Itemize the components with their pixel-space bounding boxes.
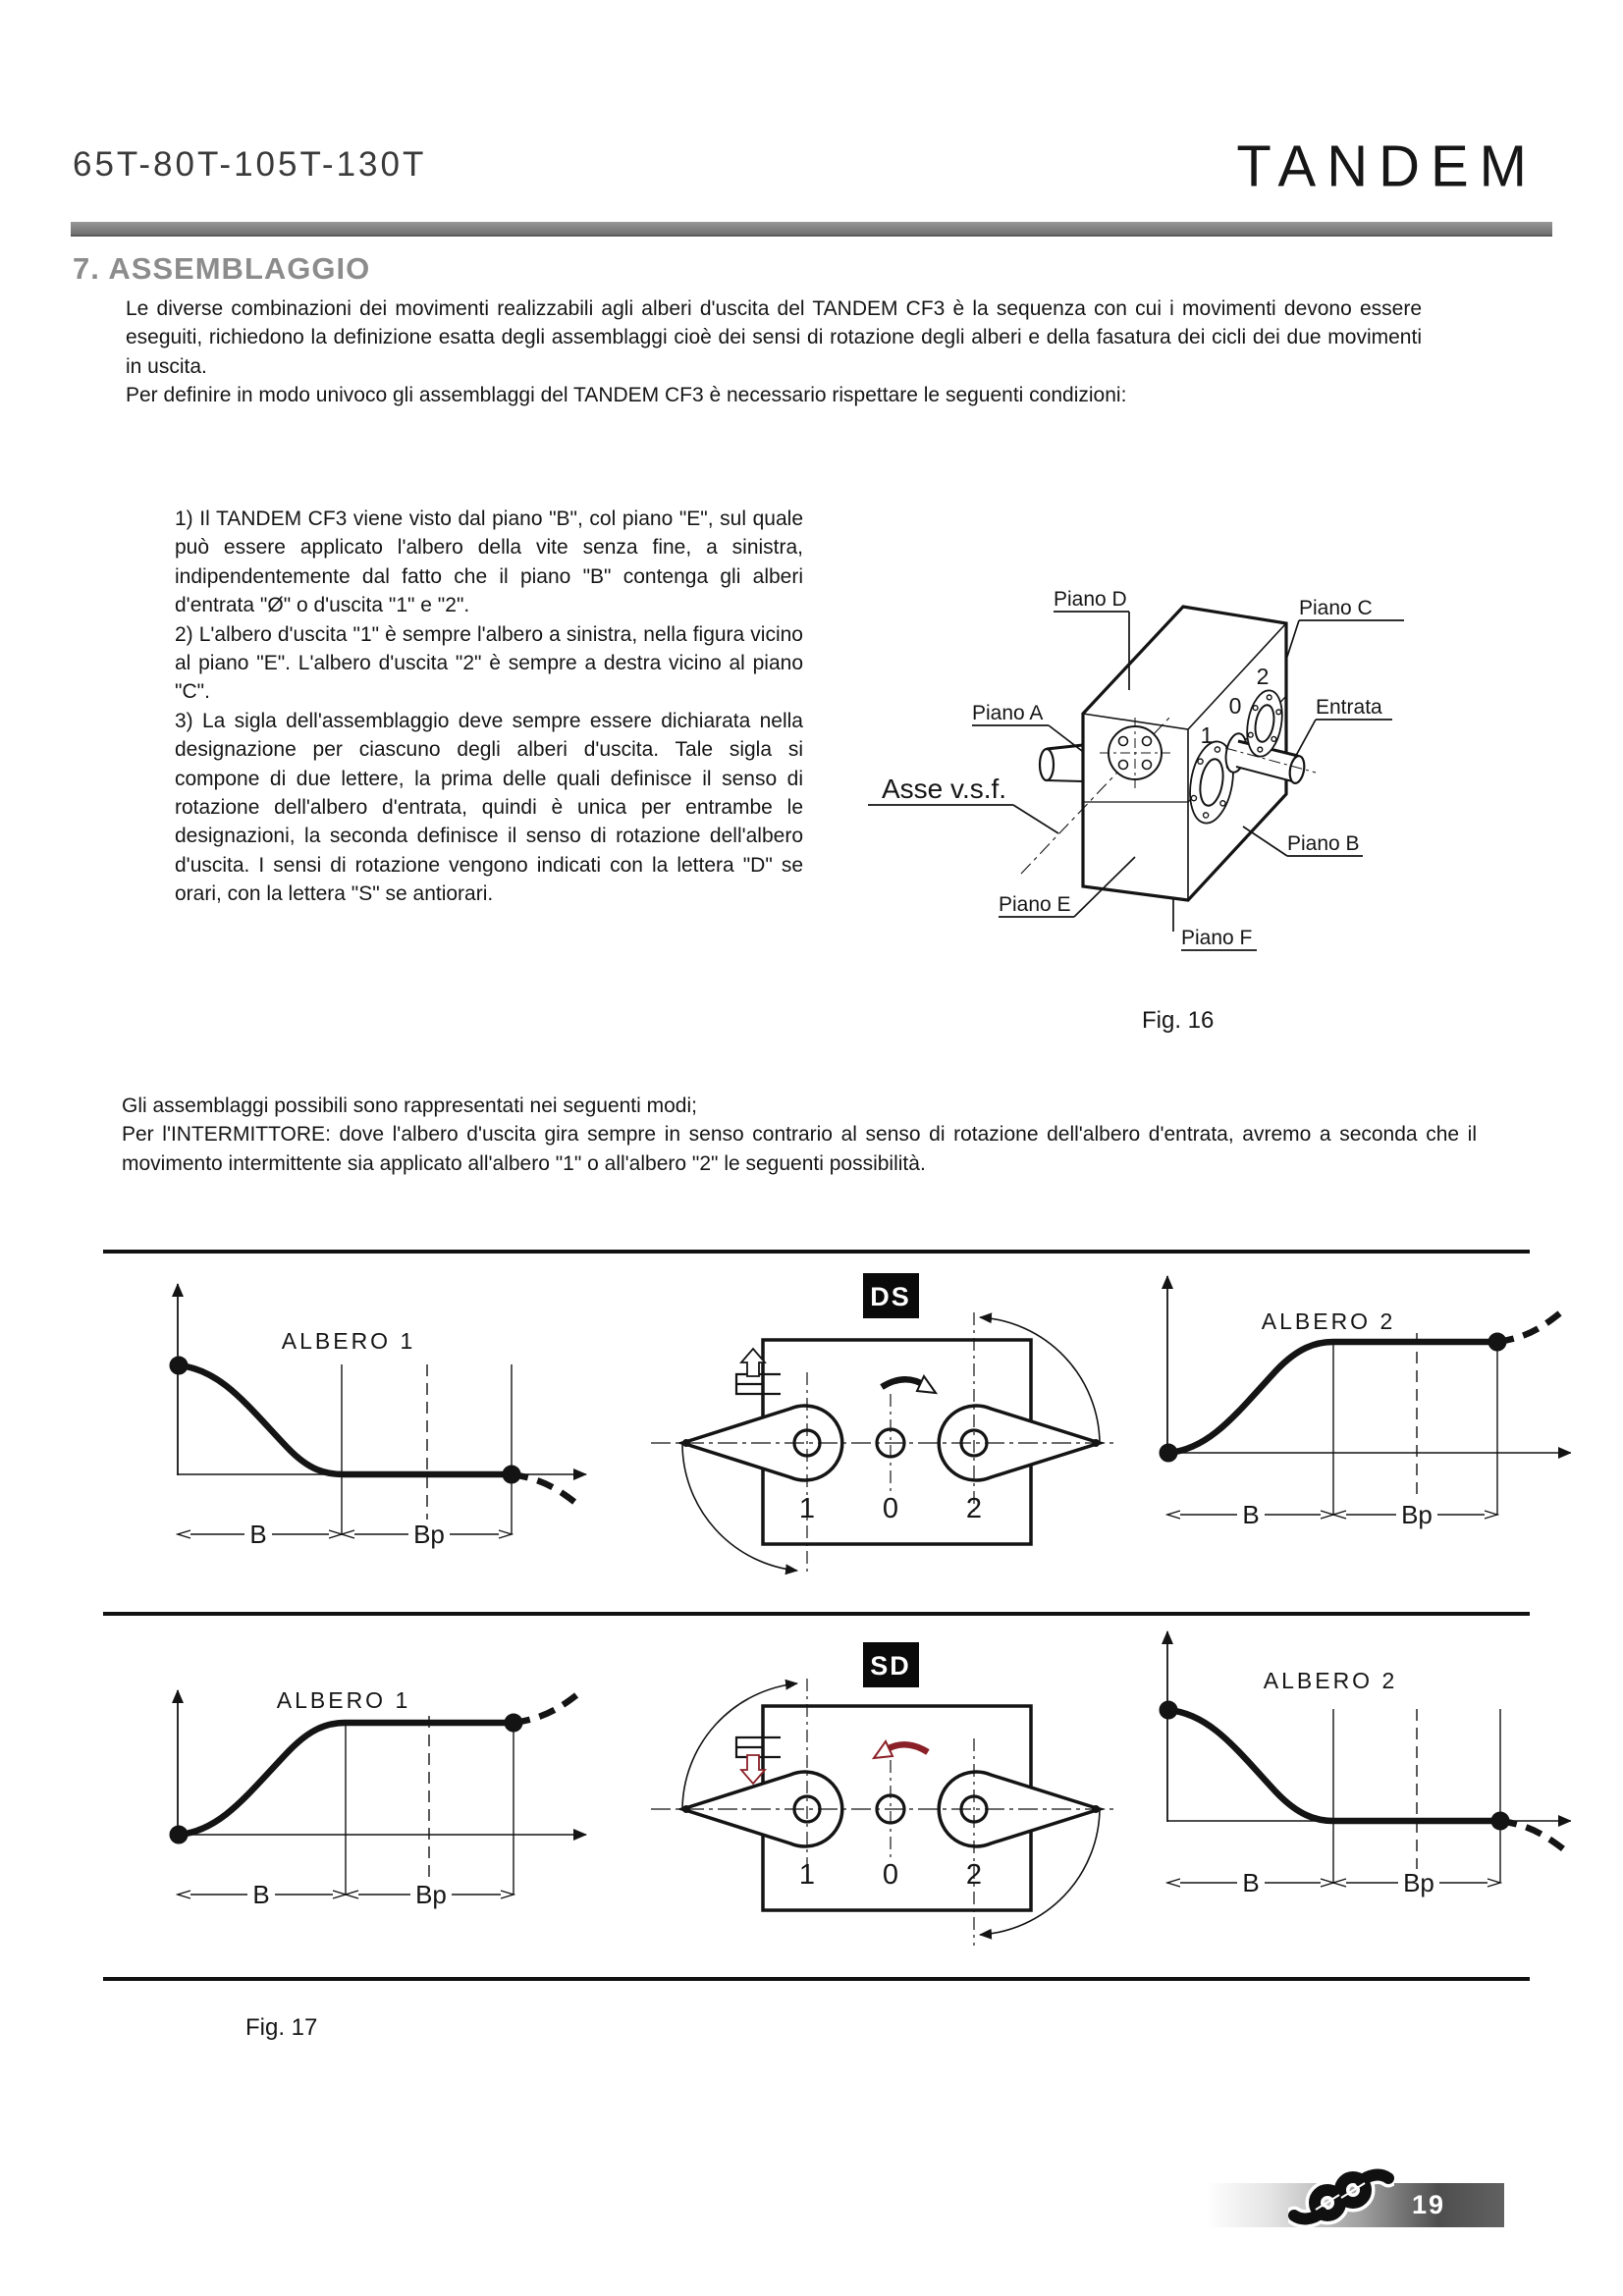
label-asse-vsf: Asse v.s.f. (882, 774, 1007, 804)
ds-left-dim-b: B (249, 1520, 267, 1549)
ds-albero1-title: ALBERO 1 (281, 1328, 416, 1354)
label-piano-c: Piano C (1299, 597, 1373, 619)
sd-right-dim-b: B (1242, 1868, 1260, 1897)
ds-right-dim-b: B (1242, 1500, 1260, 1529)
label-piano-f: Piano F (1181, 927, 1253, 949)
fig17-row-sd (170, 1631, 1571, 1946)
label-shaft-2: 2 (1256, 664, 1270, 689)
fig16-isometric-gearbox-diagram (854, 535, 1542, 967)
ds-shaft-1: 1 (798, 1493, 816, 1524)
label-shaft-0: 0 (1228, 693, 1242, 719)
label-entrata: Entrata (1316, 696, 1382, 719)
label-piano-e: Piano E (999, 893, 1071, 916)
section-title: 7. ASSEMBLAGGIO (73, 251, 371, 286)
sd-shaft-2: 2 (965, 1859, 983, 1891)
sd-shaft-1: 1 (798, 1859, 816, 1891)
ds-mechanism (651, 1273, 1114, 1574)
conditions-list (175, 505, 803, 909)
label-piano-b: Piano B (1287, 832, 1360, 855)
fig17-row-ds (170, 1273, 1571, 1574)
fig17-caption: Fig. 17 (245, 2014, 318, 2041)
mid-paragraph-2: Per l'INTERMITTORE: dove l'albero d'uscita gira sempre in senso contrario al senso di rotazione dell'albero d'entrata, avremo a seconda che il movimento intermittente sia applicato all'albero "1" o all'albero "2" le seguenti possibilità. (122, 1123, 1477, 1175)
condition-item-3: 3) La sigla dell'assemblaggio deve sempre essere dichiarata nella designazione per ciascuno degli alberi d'uscita. Tale sigla si compone di due lettere, la prima delle quali definisce il senso di rotazione dell'albero d'entrata, quindi è unica per entrambe le designazioni, la seconda definisce il senso di rotazione dell'albero d'uscita. I sensi di rotazione vengono indicati con la lettera "D" se orari, con la lettera "S" se antiorari. (175, 709, 803, 906)
sd-albero1-title: ALBERO 1 (276, 1687, 411, 1713)
ds-right-dim-bp: Bp (1401, 1500, 1433, 1529)
model-code: 65T-80T-105T-130T (73, 145, 427, 184)
page-number: 19 (1412, 2190, 1446, 2219)
mid-paragraphs (122, 1092, 1477, 1178)
ds-albero2-title: ALBERO 2 (1261, 1308, 1396, 1334)
sd-right-dim-bp: Bp (1403, 1868, 1434, 1897)
label-piano-d: Piano D (1054, 588, 1127, 611)
ds-left-dim-bp: Bp (413, 1520, 445, 1549)
sd-shaft-0: 0 (882, 1859, 899, 1891)
fig17-motion-diagrams (98, 1247, 1571, 1983)
ds-badge-label: DS (870, 1282, 911, 1311)
ds-shaft-2: 2 (965, 1493, 983, 1524)
sd-albero2-title: ALBERO 2 (1263, 1668, 1398, 1693)
fig16-caption: Fig. 16 (1142, 1007, 1215, 1034)
sd-left-dim-b: B (252, 1880, 270, 1909)
ds-albero1-chart (170, 1284, 586, 1547)
condition-item-1: 1) Il TANDEM CF3 viene visto dal piano "B", col piano "E", sul quale può essere applicato l'albero della vite senza fine, a sinistra, indipendentemente dal fatto che il piano "B" contenga gli alberi d'entrata "Ø" o d'uscita "1" e "2". (175, 507, 803, 617)
label-shaft-1: 1 (1200, 722, 1214, 748)
ds-shaft-0: 0 (882, 1493, 899, 1524)
sd-mechanism (651, 1642, 1114, 1946)
intro-paragraph-1: Le diverse combinazioni dei movimenti realizzabili agli alberi d'uscita del TANDEM CF3 è la sequenza con cui i movimenti devono essere eseguiti, richiedono la definizione esatta degli assemblaggi cioè dei sensi di rotazione degli alberi e della fasatura dei cicli dei due movimenti in uscita. (126, 297, 1422, 378)
brand-logo-text: TANDEM (1236, 133, 1538, 199)
mid-paragraph-1: Gli assemblaggi possibili sono rappresentati nei seguenti modi; (122, 1095, 697, 1117)
sd-albero1-chart (170, 1690, 586, 1907)
intro-paragraph-2: Per definire in modo univoco gli assemblaggi del TANDEM CF3 è necessario rispettare le seguenti condizioni: (126, 384, 1127, 407)
intro-paragraphs (126, 294, 1422, 410)
sd-badge-label: SD (870, 1651, 911, 1681)
logo-knot-icon (1288, 2163, 1394, 2230)
sd-left-dim-bp: Bp (415, 1880, 447, 1909)
label-piano-a: Piano A (972, 702, 1044, 724)
header-rule-bar (71, 222, 1552, 237)
condition-item-2: 2) L'albero d'uscita "1" è sempre l'albero a sinistra, nella figura vicino al piano "E". L'albero d'uscita "2" è sempre a destra vicino al piano "C". (175, 622, 803, 704)
